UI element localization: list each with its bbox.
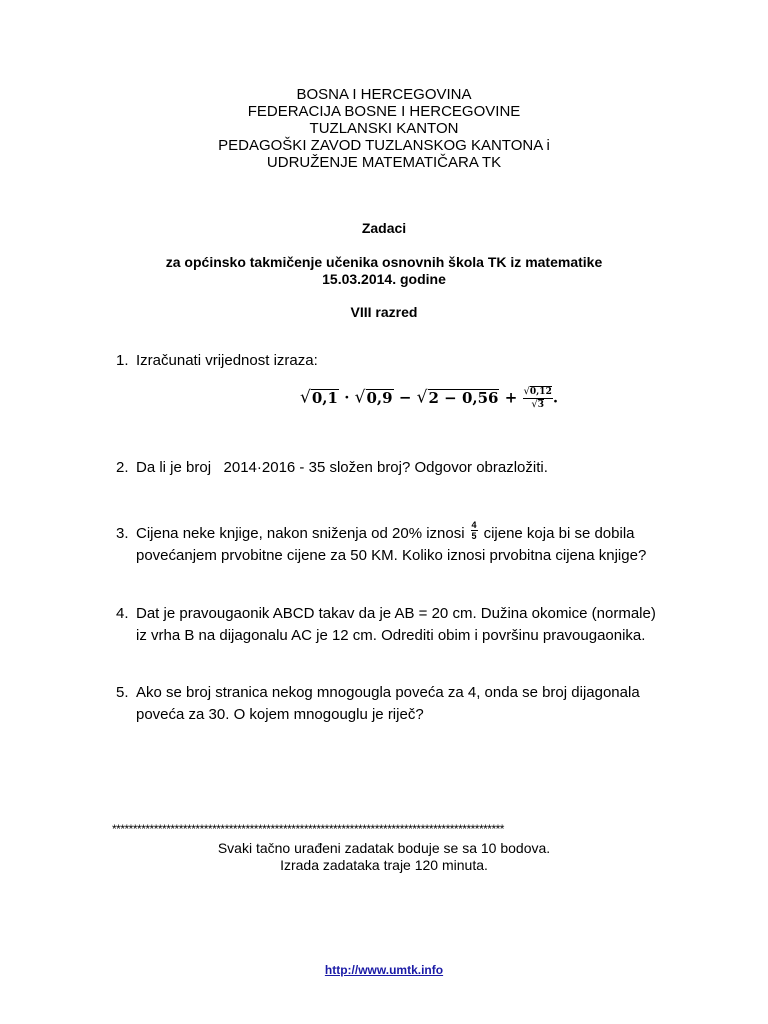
header-federation: FEDERACIJA BOSNE I HERCEGOVINE	[247, 103, 521, 120]
task-text-line-2: povećanjem prvobitne cijene za 50 KM. Koliko iznosi prvobitna cijena knjige?	[136, 547, 647, 564]
numerator-radicand: 0,12	[529, 387, 552, 397]
radicand-2: 0,9	[366, 388, 393, 407]
header-canton: TUZLANSKI KANTON	[309, 120, 459, 137]
fraction-numerator	[523, 386, 553, 399]
footer-duration: Izrada zadataka traje 120 minuta.	[280, 857, 488, 873]
task-text: Izračunati vrijednost izraza:	[136, 352, 318, 369]
task-text-line-1: Dat je pravougaonik ABCD takav da je AB = 20 cm. Dužina okomice (normale)	[136, 605, 656, 622]
task-text	[136, 519, 696, 567]
sqrt-sign: √	[354, 387, 366, 408]
document-footer	[0, 840, 768, 874]
task-text-line-2: iz vrha B na dijagonalu AC je 12 cm. Odrediti obim i površinu pravougaonika.	[136, 627, 646, 644]
document-header	[0, 86, 768, 171]
radicand-1: 0,1	[311, 388, 338, 407]
fraction-denominator	[523, 399, 553, 411]
document-subtitle	[0, 254, 768, 288]
task-number: 5.	[116, 684, 129, 701]
multiply-sign: ·	[344, 388, 350, 407]
formula-end: .	[552, 388, 559, 407]
header-association: UDRUŽENJE MATEMATIČARA TK	[266, 154, 502, 171]
task-number: 2.	[116, 459, 129, 476]
task-text-after: cijene koja bi se dobila	[483, 525, 635, 542]
formula-fraction	[523, 386, 553, 411]
task-number: 4.	[116, 605, 129, 622]
sqrt-sign: √	[300, 387, 311, 408]
math-formula	[300, 386, 558, 411]
website-link-container	[0, 963, 768, 977]
sqrt-sign: √	[416, 387, 428, 408]
subtitle-date: 15.03.2014. godine	[322, 271, 446, 287]
task-text-line-2: poveća za 30. O kojem mnogouglu je riječ?	[136, 706, 424, 723]
sqrt-sign: √	[523, 386, 530, 397]
fraction-numerator: 4	[471, 519, 477, 530]
document-title: Zadaci	[361, 220, 407, 236]
website-link[interactable]: http://www.umtk.info	[324, 963, 444, 977]
fraction-four-fifths	[471, 520, 478, 541]
plus-sign: +	[504, 388, 518, 407]
separator-line: **********************************************************************************************	[112, 822, 504, 836]
subtitle-competition: za općinsko takmičenje učenika osnovnih škola TK iz matematike	[165, 254, 603, 270]
minus-sign: −	[398, 388, 412, 407]
footer-scoring: Svaki tačno urađeni zadatak boduje se sa 10 bodova.	[217, 840, 551, 856]
task-number: 3.	[116, 525, 129, 542]
grade-label: VIII razred	[350, 304, 418, 320]
radicand-3: 2 − 0,56	[428, 388, 499, 407]
header-country: BOSNA I HERCEGOVINA	[296, 86, 472, 103]
task-text: Da li je broj 2014·2016 - 35 složen broj? Odgovor obrazložiti.	[136, 459, 548, 476]
sqrt-sign: √	[531, 399, 538, 410]
fraction-denominator: 5	[471, 530, 477, 541]
task-number: 1.	[116, 352, 129, 369]
denominator-radicand: 3	[537, 400, 544, 410]
task-text	[136, 682, 696, 726]
task-text	[136, 603, 696, 647]
task-text-line-1: Ako se broj stranica nekog mnogougla poveća za 4, onda se broj dijagonala	[136, 684, 640, 701]
task-text-before: Cijena neke knjige, nakon sniženja od 20% iznosi	[136, 525, 465, 542]
header-institute: PEDAGOŠKI ZAVOD TUZLANSKOG KANTONA i	[218, 137, 550, 154]
